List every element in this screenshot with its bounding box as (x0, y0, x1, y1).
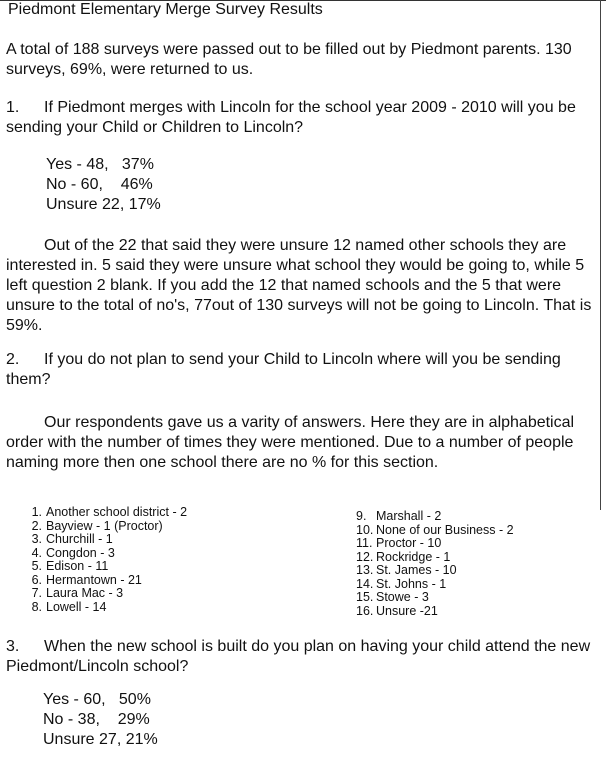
list-item: 6. Hermantown - 21 (31, 572, 142, 587)
q3-answers (43, 690, 158, 750)
q3-answer-yes: Yes - 60, 50% (43, 691, 151, 708)
q1-answer-no: No - 60, 46% (46, 176, 153, 193)
list-item: 10. None of our Business - 2 (356, 522, 514, 537)
list-item: 7. Laura Mac - 3 (31, 586, 124, 600)
q1-number: 1. (6, 99, 20, 116)
q2-followup: Our respondents gave us a varity of answers. Here they are in alphabetical order with the number of times they were mentioned. Due to a number of people naming more then one school there are no % for this section. (6, 414, 575, 471)
list-item: 16. Unsure -21 (356, 603, 438, 618)
q3-question-text: When the new school is built do you plan on having your child attend the new Piedmont/Lincoln school? (6, 638, 591, 675)
q3-answer-unsure: Unsure 27, 21% (43, 731, 158, 748)
list-item: 2. Bayview - 1 (Proctor) (31, 518, 163, 533)
page-title: Piedmont Elementary Merge Survey Results (8, 1, 323, 18)
q3-question (6, 637, 596, 677)
q1-followup: Out of the 22 that said they were unsure 12 named other schools they are interested in. 5 said they were unsure what school they would be going to, while 5 left question 2 blank. If you add the 12 that named schools and the 5 that were unsure to the total of no's, 77out of 130 surveys will not be going to Lincoln. That is 59%. (6, 237, 592, 334)
q1-question-text: If Piedmont merges with Lincoln for the school year 2009 - 2010 will you be sending your Child or Children to Lincoln? (6, 99, 576, 136)
q1-answer-yes: Yes - 48, 37% (46, 156, 154, 173)
list-item: 14. St. Johns - 1 (356, 576, 447, 591)
q2-number: 2. (6, 351, 20, 368)
q1-answer-unsure: Unsure 22, 17% (46, 196, 161, 213)
school-list-right (356, 510, 514, 618)
q3-number: 3. (6, 638, 20, 655)
list-item: 1. Another school district - 2 (31, 505, 188, 519)
q1-answers (46, 155, 161, 215)
intro-paragraph: A total of 188 surveys were passed out to be filled out by Piedmont parents. 130 surveys, 69%, were returned to us. (6, 41, 572, 78)
list-item: 8. Lowell - 14 (31, 599, 107, 614)
list-item: 3. Churchill - 1 (31, 532, 113, 546)
q2-question-text: If you do not plan to send your Child to Lincoln where will you be sending them? (6, 351, 561, 388)
list-item: 9. Marshall - 2 (356, 509, 442, 523)
list-item: 5. Edison - 11 (31, 559, 109, 573)
q3-answer-no: No - 38, 29% (43, 711, 150, 728)
list-item: 13. St. James - 10 (356, 563, 457, 577)
list-item: 4. Congdon - 3 (31, 545, 115, 560)
list-item: 12. Rockridge - 1 (356, 549, 451, 564)
school-list-left (20, 506, 187, 614)
list-item: 11. Proctor - 10 (356, 536, 442, 550)
right-rule (600, 0, 601, 510)
list-item: 15. Stowe - 3 (356, 590, 429, 604)
q1-question (6, 98, 596, 138)
q2-question (6, 350, 596, 390)
